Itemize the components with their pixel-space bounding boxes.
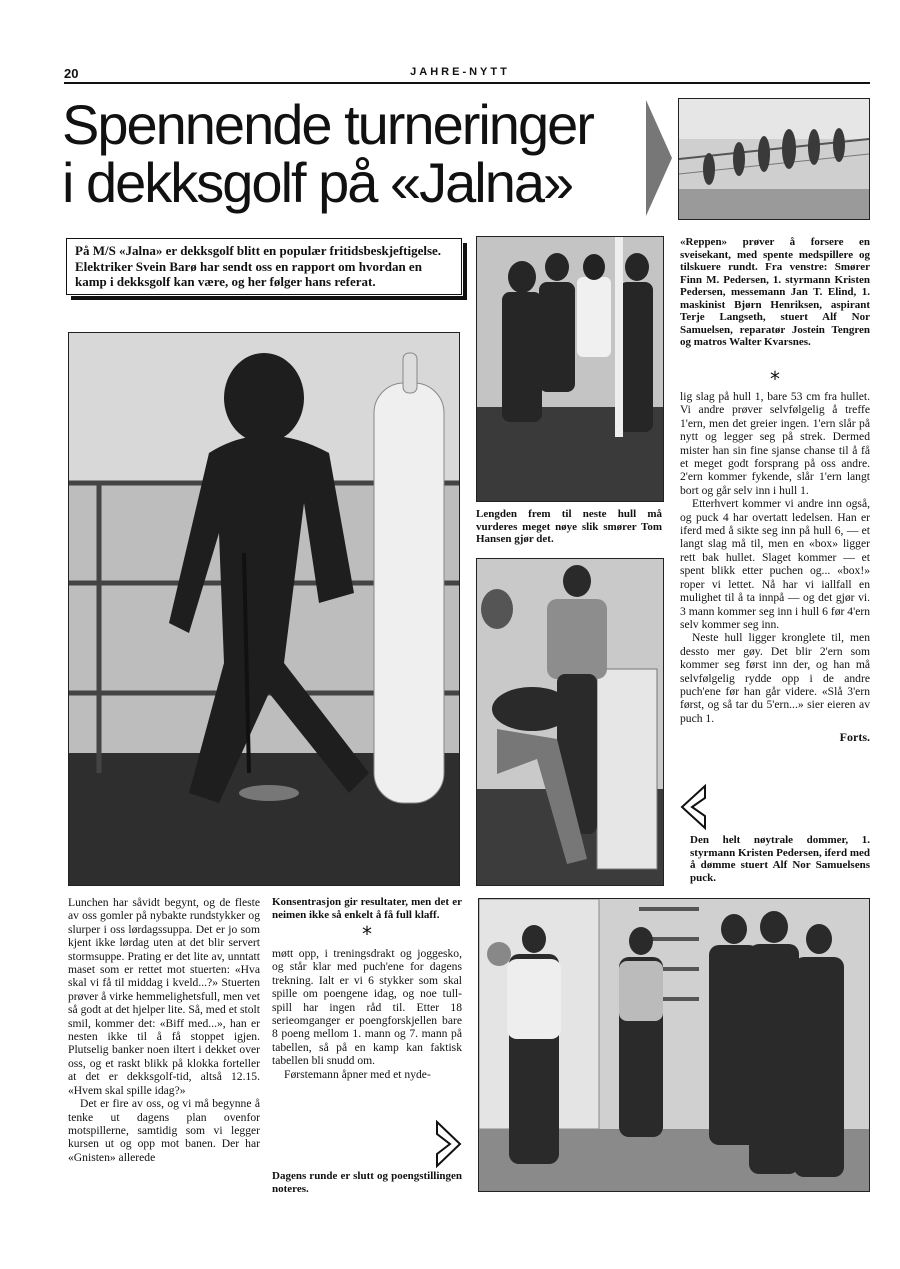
- continued-label: Forts.: [839, 730, 870, 745]
- asterisk-divider: *: [362, 922, 372, 946]
- body-paragraph: Lunchen har såvidt begynt, og de fleste av oss gomler på nybakte rundstykker og slurper i oss lørdagssuppa. Det er jo som kjent ikke lørdag uten at det blir servert stormsuppe. Prating er det lite av, unntatt maset som er rettet mot stuerten: «Hva skal vi få til middag i kveld...?» Stuerten prøver å virke hemmelighetsfull, men vet så godt at det hjelper lite. Så, med et stolt smil, kommer det: «Biff med...», han er nesten ikke til å få stoppet igjen. Plutselig banker noen iltert i dekket over oss, og et raskt blikk på klokka forteller at det er dekksgolf-tid, altså 12.15. «Hvem skal spille idag?»: [68, 896, 260, 1097]
- arrow-right-outline-icon: [436, 1120, 462, 1168]
- photo-deck-players-top: [678, 98, 870, 220]
- body-paragraph: lig slag på hull 1, bare 53 cm fra hullet. Vi andre prøver selvfølgelig å treffe 1'ern, men det greier ingen. 1'ern slår på nytt og legger seg på strek. Dermed mister han sin fine sjanse chanse til å få et meget godt forsprang på oss andre. 2'ern kommer fykende, slår 1'ern langt bort og går selv inn i hull 1.: [680, 390, 870, 497]
- caption-judge: Den helt nøytrale dommer, 1. styrmann Kristen Pedersen, iferd med å dømme stuert Alf Nor Samuelsens puck.: [690, 834, 870, 884]
- body-paragraph: møtt opp, i treningsdrakt og joggesko, og står klar med puch'ene for dagens trekning. Ialt er vi 6 stykker som skal spille om poengene idag, og noe tull-spill har ingen råd til. Etter 18 serieomganger er poengforskjellen bare 8 poeng mellom 1. mann og 7. mann på tabellen, så på en kamp kan faktisk tabellen bli snudd om.: [272, 947, 462, 1068]
- arrow-right-icon: [646, 100, 672, 216]
- photo-players-group: [476, 236, 664, 502]
- body-paragraph: Etterhvert kommer vi andre inn også, og puck 4 har overtatt ledelsen. Han er iferd med å sikte seg inn på hull 6, — et langt slag må til, men en «box» ligger rett bak hullet. Slaget kommer — et spent blikk etter puchen og... «box!» roper vi lettet. Nå har vi iallfall en mulighet til å ta innpå — og det gjør vi. 3 mann kommer seg inn i hull 6 før 4'ern selv kommer seg inn.: [680, 497, 870, 631]
- caption-final: Dagens runde er slutt og poengstillingen noteres.: [272, 1170, 462, 1195]
- intro-box: På M/S «Jalna» er dekksgolf blitt en populær fritidsbeskjeftigelse. Elektriker Svein Barø har sendt oss en rapport om hvordan en kamp i dekksgolf kan være, og her følger hans referat.: [66, 238, 462, 295]
- page-number: 20: [64, 66, 79, 81]
- body-column-right: [680, 390, 870, 745]
- caption-concentration: Konsentrasjon gir resultater, men det er neimen ikke så enkelt å få full klaff.: [272, 896, 462, 921]
- asterisk-divider: *: [770, 367, 780, 391]
- photo-golfer-main: [68, 332, 460, 886]
- headline-line-1: Spennende turneringer: [62, 93, 593, 156]
- photo-tom-hansen: [476, 558, 664, 886]
- page-title: [62, 93, 662, 214]
- body-paragraph: Neste hull ligger kronglete til, men dessto mer gøy. Det blir 2'ern som kommer seg først inn der, og han må selvfølgelig rydde opp i de andre puch'ene før han går videre. «Slå 3'ern først, og så tar du 5'ern...» sier eieren av puch 1.: [680, 631, 870, 725]
- body-column-1: [68, 896, 260, 1164]
- photo-scoring-group: [478, 898, 870, 1192]
- body-paragraph: Førstemann åpner med et nyde-: [284, 1067, 431, 1081]
- headline-line-2: i dekksgolf på «Jalna»: [62, 151, 573, 214]
- caption-lengden: Lengden frem til neste hull må vurderes meget nøye slik smører Tom Hansen gjør det.: [476, 508, 662, 545]
- arrow-left-outline-icon: [680, 784, 706, 830]
- body-paragraph: Det er fire av oss, og vi må begynne å tenke ut dagens plan ovenfor motspillerne, samtidig som vi legger kursen ut og opp mot banen. Der har «Gnisten» allerede: [68, 1097, 260, 1164]
- header-rule: [64, 82, 870, 84]
- running-head: JAHRE-NYTT: [410, 66, 510, 78]
- caption-reppen: «Reppen» prøver å forsere en sveisekant, med spente medspillere og tilskuere rundt. Fra venstre: Smører Finn M. Pedersen, 1. styrmann Kristen Pedersen, messemann Jan T. Elind, 1. maskinist Bjørn Henriksen, aspirant Terje Langseth, stuert Alf Nor Samuelsen, reparatør Jostein Tengren og matros Walter Kvarsnes.: [680, 236, 870, 348]
- body-column-2: [272, 896, 462, 1081]
